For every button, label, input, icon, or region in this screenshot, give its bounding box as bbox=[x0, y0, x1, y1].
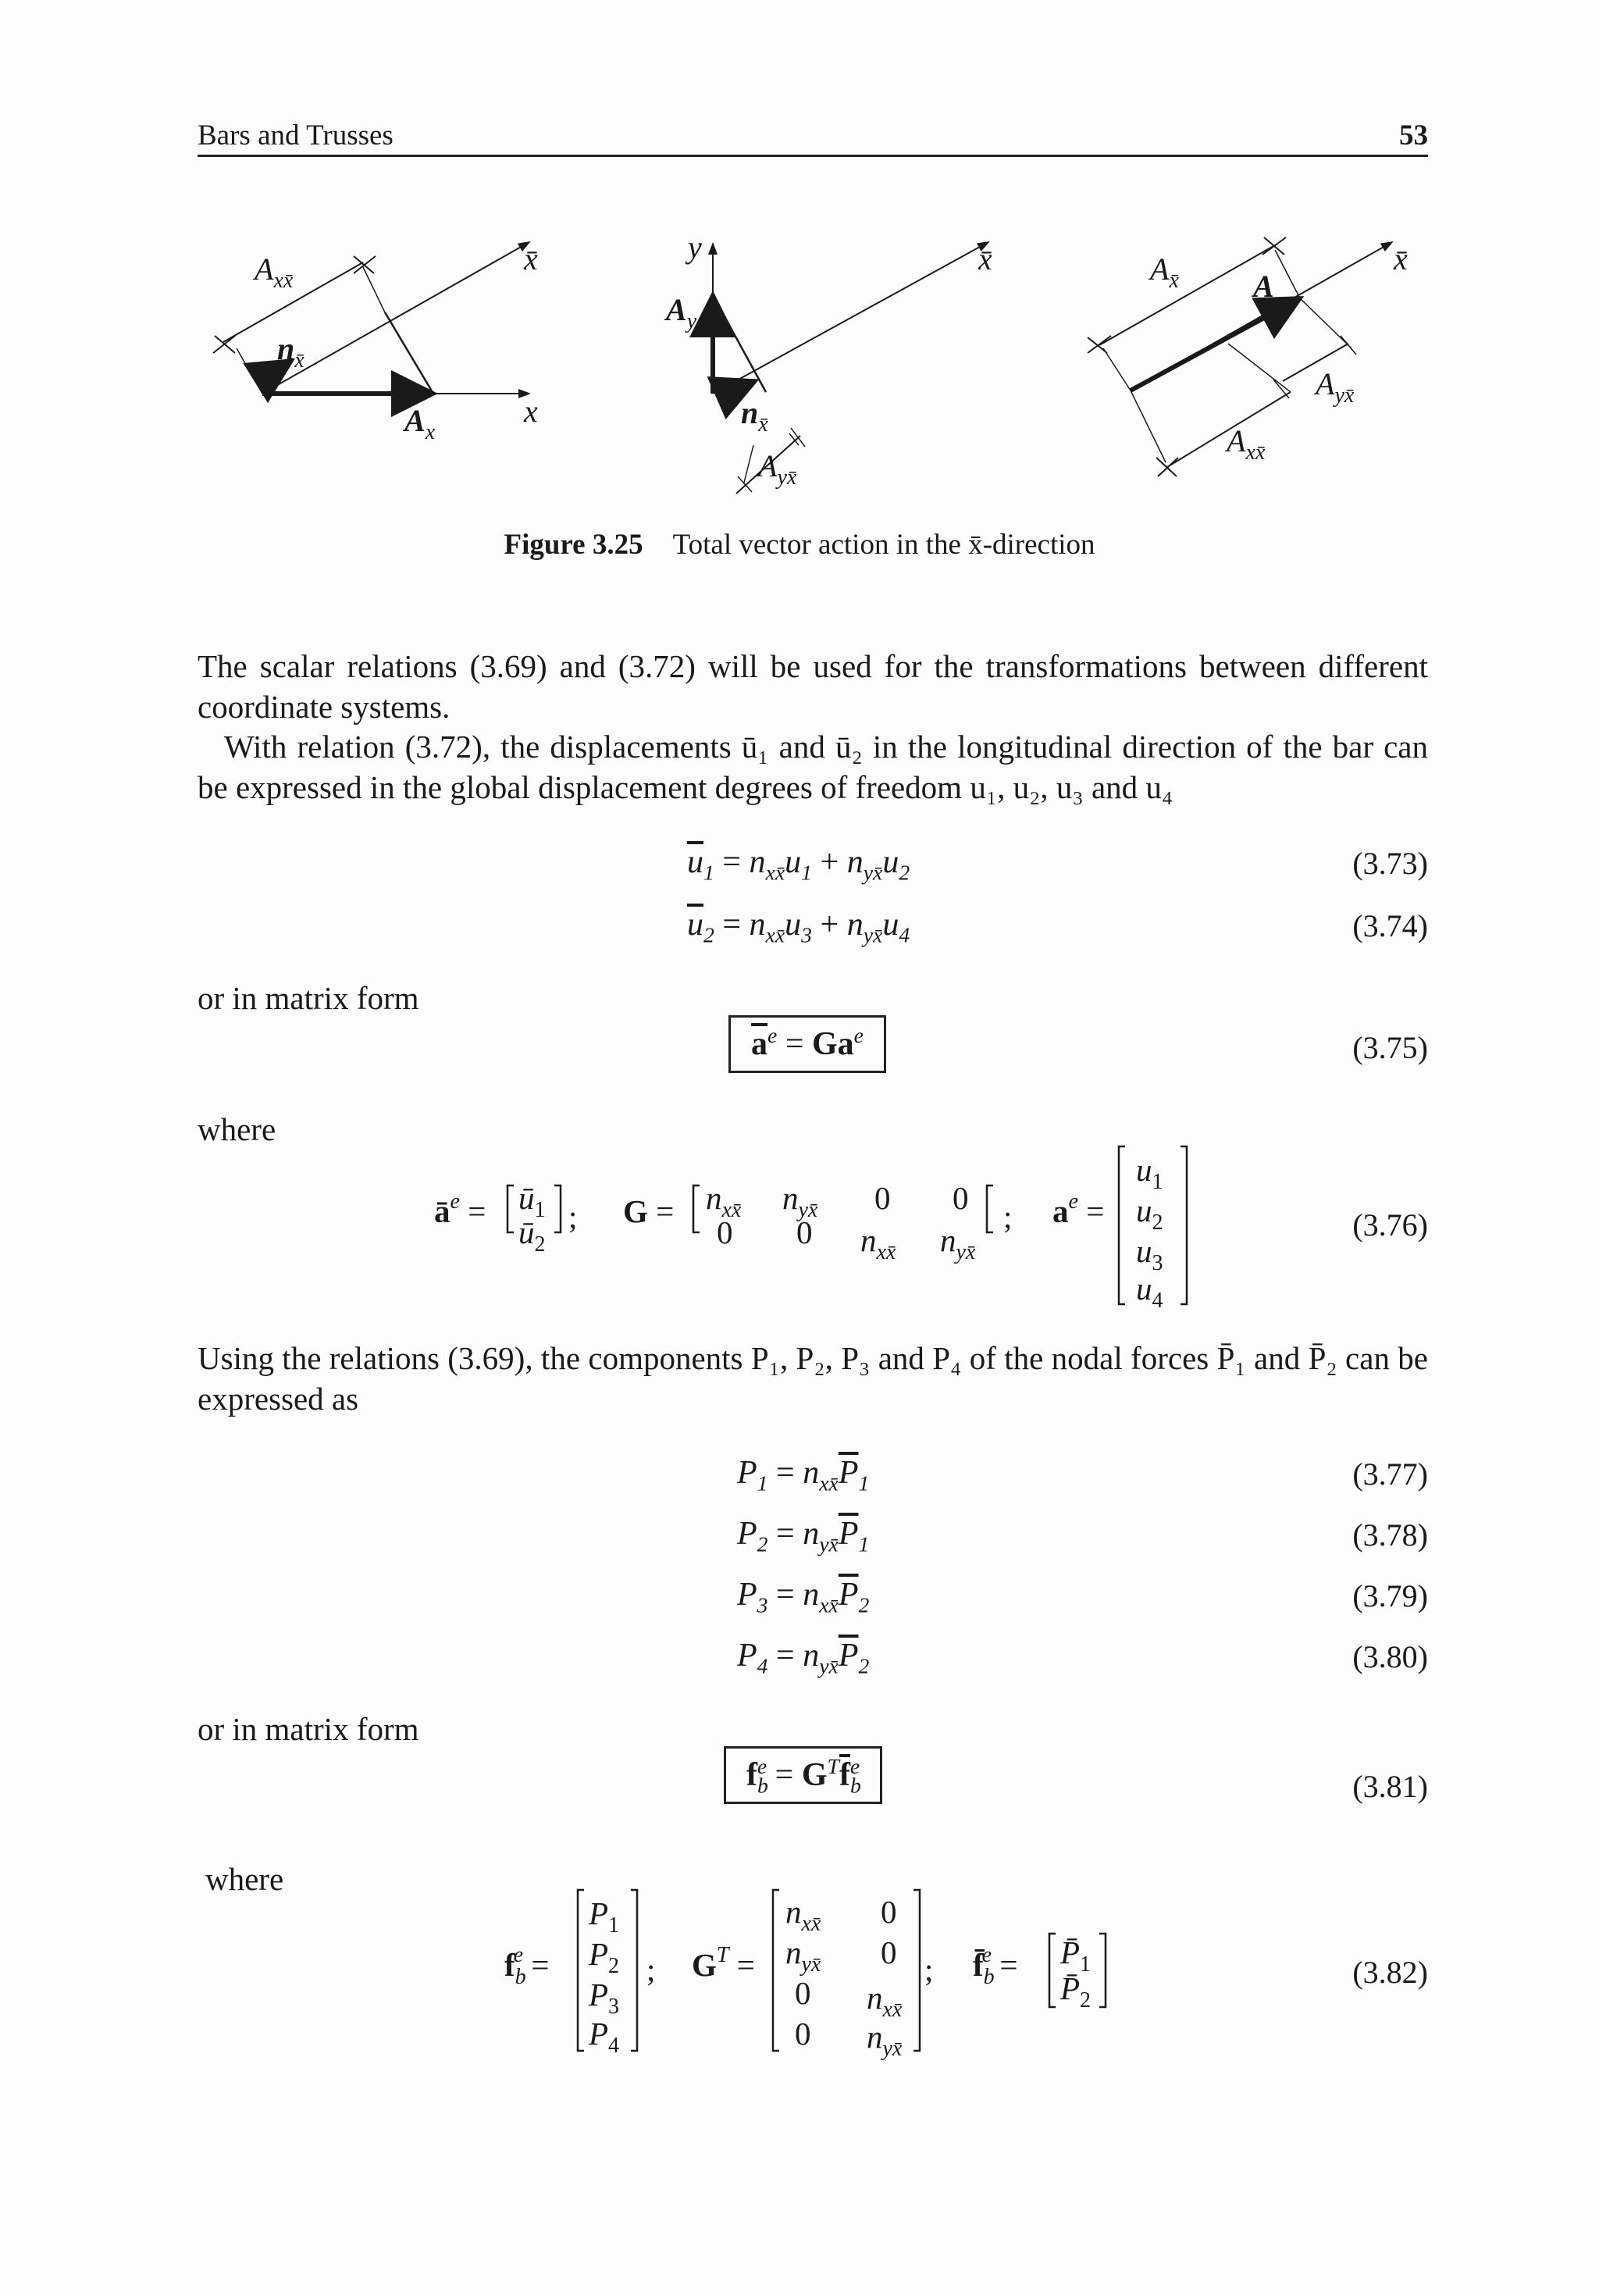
equation-number: (3.73) bbox=[1352, 846, 1428, 881]
equation-3-79: $P_3 = n_{xx̄}\overline{P}_2$ bbox=[737, 1577, 870, 1617]
running-title: Bars and Trusses bbox=[198, 119, 394, 152]
svg-text:;: ; bbox=[646, 1952, 656, 1988]
svg-text:0: 0 bbox=[953, 1180, 969, 1216]
svg-text:P̄1: $P̄_1$ bbox=[1060, 1934, 1092, 1977]
svg-text:u3: $u_3$ bbox=[1136, 1233, 1163, 1275]
svg-text:;: ; bbox=[924, 1952, 934, 1988]
where-1: where bbox=[198, 1111, 276, 1147]
svg-text:nx̄: $n_{x̄}$ bbox=[741, 395, 768, 437]
svg-text:0: 0 bbox=[881, 1934, 897, 1970]
matrix-brackets bbox=[492, 1882, 1132, 2062]
svg-text:Axx̄: $A_{xx̄}$ bbox=[255, 251, 294, 293]
equation-3-75-box: $\overline{a}^e = Ga^e$ bbox=[728, 1015, 886, 1073]
svg-text:ū2: $ū_2$ bbox=[518, 1214, 546, 1257]
svg-text:GT =: $G^T$ = bbox=[692, 1943, 755, 1983]
svg-text:P2: $P_2$ bbox=[589, 1936, 620, 1978]
svg-text:nyx̄: $n_{yx̄}$ bbox=[867, 2019, 903, 2061]
equation-number: (3.78) bbox=[1352, 1517, 1428, 1553]
svg-text:P3: $P_3$ bbox=[589, 1977, 620, 2019]
svg-text:nxx̄: $n_{xx̄}$ bbox=[867, 1980, 903, 2022]
equation-3-73: $\overline{u}_1 = n_{xx̄}u_1 + n_{yx̄}u_2$ bbox=[687, 844, 910, 885]
svg-text:Ayx̄: $A_{yx̄}$ bbox=[1316, 366, 1355, 408]
svg-text:Ax̄: $A_{x̄}$ bbox=[1150, 251, 1179, 293]
equation-number: (3.79) bbox=[1352, 1578, 1428, 1613]
svg-text:Ayx̄: $A_{yx̄}$ bbox=[758, 448, 797, 490]
page-number: 53 bbox=[1399, 119, 1428, 152]
svg-text:Ay: $A_y$ bbox=[666, 292, 697, 333]
svg-text:fbe =: $f_be$ = bbox=[504, 1943, 550, 1989]
paragraph-text: With relation (3.72), the displacements ū₁ and ū₂ in the longitudinal direction of the bar can be expressed in the global displacement degrees of freedom u₁, u₂, u₃ and u₄ bbox=[198, 729, 1428, 805]
svg-text:nyx̄: $n_{yx̄}$ bbox=[785, 1934, 821, 1977]
svg-text:G =: G = bbox=[623, 1193, 675, 1229]
svg-text:āe =: $ā^e$ = bbox=[434, 1189, 486, 1229]
paragraph-3 bbox=[198, 1338, 1428, 1419]
equation-number: (3.82) bbox=[1352, 1955, 1428, 1990]
nx-vector-2 bbox=[719, 381, 755, 397]
or-in-matrix-form-1: or in matrix form bbox=[198, 980, 419, 1016]
svg-text:x̄: x̄ bbox=[1394, 241, 1408, 276]
svg-text:nyx̄: $n_{yx̄}$ bbox=[782, 1180, 818, 1222]
equation-number: (3.81) bbox=[1352, 1769, 1428, 1804]
svg-text:0: 0 bbox=[881, 1894, 897, 1930]
svg-text:x̄: x̄ bbox=[524, 241, 538, 276]
paragraph-text: Using the relations (3.69), the components P₁, P₂, P₃ and P₄ of the nodal forces P̄₁ and P̄₂ can be expressed as bbox=[198, 1340, 1428, 1417]
caption-text: Total vector action in the x̄-direction bbox=[672, 529, 1095, 561]
svg-text:;: ; bbox=[1003, 1199, 1013, 1235]
equation-number: (3.74) bbox=[1352, 908, 1428, 943]
svg-text:nxx̄: $n_{xx̄}$ bbox=[706, 1180, 742, 1222]
svg-text:f̄be =: $f̄_be$ = bbox=[973, 1943, 1018, 1989]
svg-text:nxx̄: $n_{xx̄}$ bbox=[785, 1894, 821, 1936]
equation-number: (3.75) bbox=[1352, 1030, 1428, 1065]
svg-text:0: 0 bbox=[796, 1214, 813, 1250]
equation-3-74: $\overline{u}_2 = n_{xx̄}u_3 + n_{yx̄}u_4$ bbox=[687, 907, 910, 947]
svg-text:ae =: $a^e$ = bbox=[1052, 1189, 1105, 1229]
equation-3-81-box: $f_b^e = G^T\overline{f}_b^e$ bbox=[724, 1746, 882, 1804]
svg-text:A: A bbox=[1253, 269, 1274, 304]
svg-text:nxx̄: $n_{xx̄}$ bbox=[860, 1222, 896, 1264]
matrix-brackets bbox=[422, 1140, 1249, 1312]
svg-text:;: ; bbox=[568, 1199, 578, 1235]
svg-text:u4: $u_4$ bbox=[1136, 1271, 1163, 1312]
svg-text:P̄2: $P̄_2$ bbox=[1060, 1970, 1092, 2013]
paragraph-2 bbox=[198, 726, 1428, 808]
equation-number: (3.80) bbox=[1352, 1639, 1428, 1674]
equation-number: (3.77) bbox=[1352, 1456, 1428, 1492]
equation-number: (3.76) bbox=[1352, 1207, 1428, 1242]
equation-3-76 bbox=[422, 1140, 1249, 1312]
paragraph-1 bbox=[198, 646, 1428, 727]
paragraph-text: The scalar relations (3.69) and (3.72) will be used for the transformations between different coordinate systems. bbox=[198, 648, 1428, 725]
svg-text:P1: $P_1$ bbox=[589, 1895, 620, 1938]
equation-3-78: $P_2 = n_{yx̄}\overline{P}_1$ bbox=[737, 1516, 870, 1556]
equation-3-82 bbox=[492, 1882, 1132, 2062]
svg-text:nx̄: $n_{x̄}$ bbox=[277, 331, 304, 373]
or-in-matrix-form-2: or in matrix form bbox=[198, 1711, 419, 1747]
svg-text:u2: $u_2$ bbox=[1136, 1193, 1163, 1235]
panel-2 bbox=[713, 242, 988, 494]
figure-caption bbox=[0, 528, 1599, 562]
vector-diagram bbox=[198, 219, 1428, 500]
svg-text:0: 0 bbox=[795, 2016, 811, 2052]
caption-label: Figure 3.25 bbox=[504, 529, 643, 561]
svg-text:Ax: $A_x$ bbox=[404, 403, 436, 444]
svg-text:0: 0 bbox=[795, 1975, 811, 2011]
running-header bbox=[198, 116, 1428, 157]
svg-text:x̄: x̄ bbox=[978, 241, 992, 276]
svg-text:y: y bbox=[688, 230, 702, 265]
equation-3-80: $P_4 = n_{yx̄}\overline{P}_2$ bbox=[737, 1638, 870, 1678]
equation-3-77: $P_1 = n_{xx̄}\overline{P}_1$ bbox=[737, 1455, 870, 1496]
svg-text:0: 0 bbox=[717, 1214, 733, 1250]
svg-text:nyx̄: $n_{yx̄}$ bbox=[940, 1222, 976, 1264]
figure-3-25 bbox=[198, 219, 1428, 500]
svg-text:u1: $u_1$ bbox=[1136, 1152, 1163, 1194]
svg-text:0: 0 bbox=[874, 1180, 891, 1216]
svg-text:ū1: $ū_1$ bbox=[518, 1180, 546, 1222]
svg-text:Axx̄: $A_{xx̄}$ bbox=[1227, 423, 1266, 465]
where-2: where bbox=[205, 1861, 284, 1897]
svg-text:P4: $P_4$ bbox=[589, 2016, 620, 2058]
svg-text:x: x bbox=[524, 394, 538, 429]
